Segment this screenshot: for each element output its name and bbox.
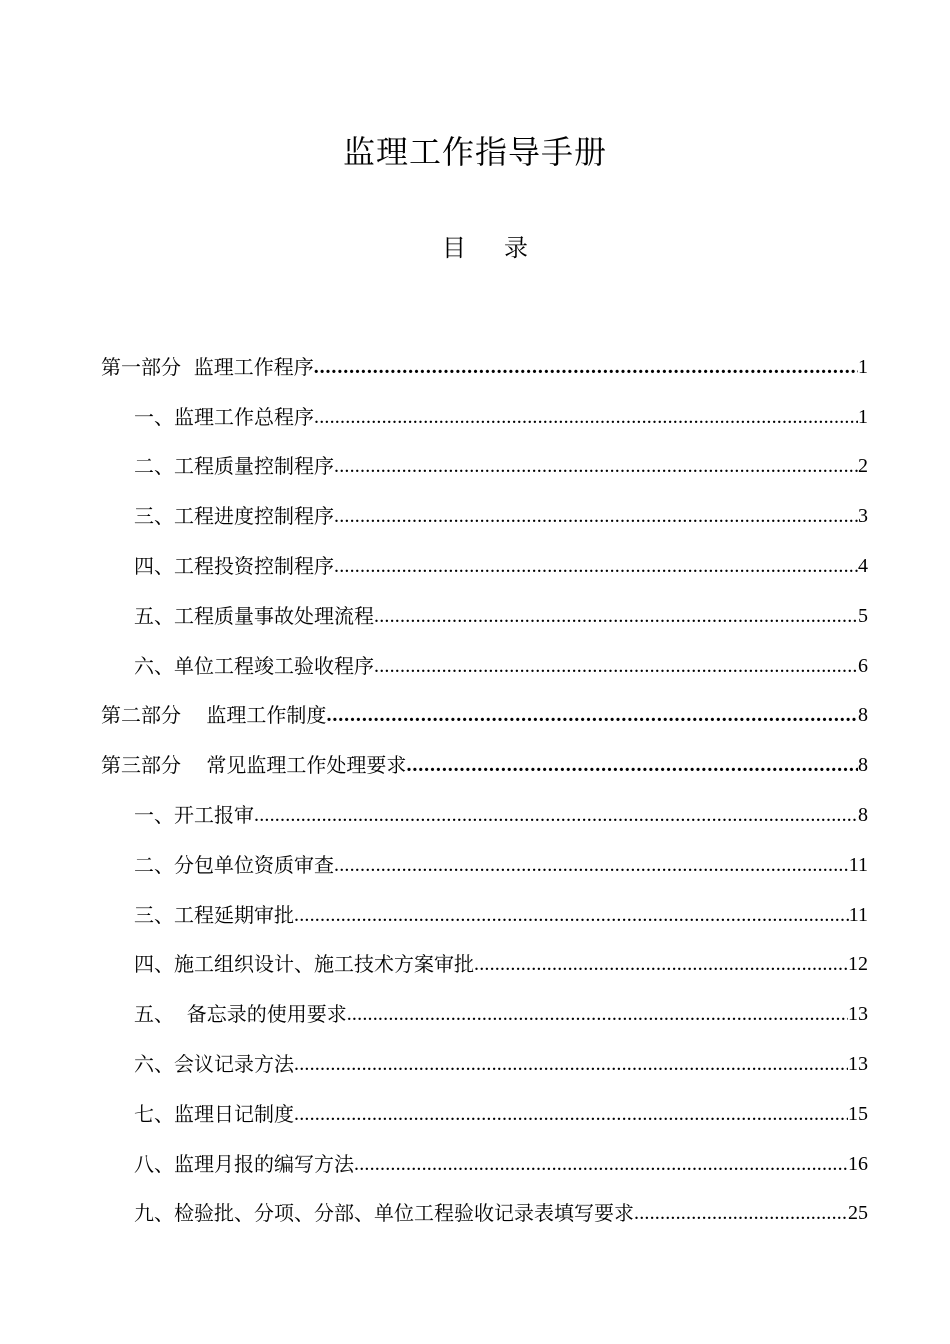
toc-page-number: 16 [848, 1152, 868, 1175]
toc-dot-leader [374, 651, 858, 681]
toc-entry-label: 一、监理工作总程序 [134, 404, 314, 429]
toc-page-number: 1 [858, 355, 868, 378]
toc-page-number: 15 [848, 1102, 868, 1125]
toc-entry-label: 四、工程投资控制程序 [134, 553, 334, 578]
toc-dot-leader [474, 949, 848, 979]
toc-entry-label: 第一部分 监理工作程序 [101, 354, 314, 379]
toc-entry[interactable] [101, 830, 868, 880]
toc-page-number: 3 [858, 505, 868, 528]
toc-page-number: 8 [858, 754, 868, 777]
toc-entry-label: 五、 备忘录的使用要求 [134, 1002, 347, 1027]
toc-dot-leader [634, 1198, 848, 1228]
toc-entry[interactable] [101, 382, 868, 432]
toc-entry-label: 六、会议记录方法 [134, 1051, 294, 1076]
toc-heading [0, 228, 950, 268]
toc-dot-leader [314, 402, 858, 432]
toc-dot-leader [294, 1049, 848, 1079]
toc-page-number: 8 [858, 803, 868, 826]
toc-entry[interactable] [101, 780, 868, 830]
toc-dot-leader [347, 999, 848, 1029]
toc-page-number: 6 [858, 654, 868, 677]
toc-heading-left: 目 [442, 234, 466, 262]
toc-page-number: 8 [858, 704, 868, 727]
toc-entry[interactable] [101, 979, 868, 1029]
toc-dot-leader [354, 1149, 848, 1179]
toc-entry[interactable] [101, 930, 868, 980]
toc-entry-label: 七、监理日记制度 [134, 1101, 294, 1126]
toc-page-number: 25 [848, 1202, 868, 1225]
toc-entry[interactable] [101, 681, 868, 731]
toc-dot-leader [294, 1099, 848, 1129]
table-of-contents [101, 332, 868, 1228]
toc-entry[interactable] [101, 880, 868, 930]
toc-entry-label: 四、施工组织设计、施工技术方案审批 [134, 952, 474, 977]
toc-entry[interactable] [101, 1179, 868, 1229]
toc-dot-leader [374, 601, 858, 631]
toc-dot-leader [334, 451, 858, 481]
toc-page-number: 13 [848, 1003, 868, 1026]
toc-entry-label: 二、分包单位资质审查 [134, 852, 334, 877]
toc-page-number: 5 [858, 604, 868, 627]
toc-page-number: 1 [858, 405, 868, 428]
toc-dot-leader [294, 900, 849, 930]
toc-entry[interactable] [101, 1029, 868, 1079]
toc-page-number: 2 [858, 455, 868, 478]
toc-page-number: 11 [848, 903, 868, 926]
toc-entry-label: 九、检验批、分项、分部、单位工程验收记录表填写要求 [134, 1201, 634, 1226]
toc-entry[interactable] [101, 730, 868, 780]
toc-entry-label: 五、工程质量事故处理流程 [134, 603, 374, 628]
toc-entry-label: 六、单位工程竣工验收程序 [134, 653, 374, 678]
toc-entry[interactable] [101, 432, 868, 482]
toc-entry-label: 第二部分 监理工作制度 [101, 703, 327, 728]
toc-dot-leader [314, 352, 858, 382]
toc-entry[interactable] [101, 481, 868, 531]
toc-page-number: 11 [848, 853, 868, 876]
toc-dot-leader [254, 800, 858, 830]
toc-entry-label: 三、工程进度控制程序 [134, 504, 334, 529]
toc-dot-leader [334, 501, 858, 531]
toc-heading-right: 录 [504, 234, 528, 262]
toc-entry-label: 二、工程质量控制程序 [134, 454, 334, 479]
toc-entry-label: 第三部分 常见监理工作处理要求 [101, 753, 407, 778]
toc-entry-label: 三、工程延期审批 [134, 902, 294, 927]
toc-page-number: 4 [858, 554, 868, 577]
toc-dot-leader [326, 700, 858, 730]
toc-page-number: 12 [848, 953, 868, 976]
toc-entry[interactable] [101, 581, 868, 631]
toc-entry[interactable] [101, 531, 868, 581]
toc-dot-leader [406, 750, 858, 780]
toc-entry[interactable] [101, 631, 868, 681]
toc-entry[interactable] [101, 1079, 868, 1129]
toc-entry[interactable] [101, 1129, 868, 1179]
document-title: 监理工作指导手册 [342, 133, 607, 171]
toc-entry[interactable] [101, 332, 868, 382]
toc-entry-label: 一、开工报审 [134, 802, 254, 827]
toc-dot-leader [334, 551, 858, 581]
toc-entry-label: 八、监理月报的编写方法 [134, 1151, 354, 1176]
toc-page-number: 13 [848, 1052, 868, 1075]
toc-dot-leader [334, 850, 849, 880]
